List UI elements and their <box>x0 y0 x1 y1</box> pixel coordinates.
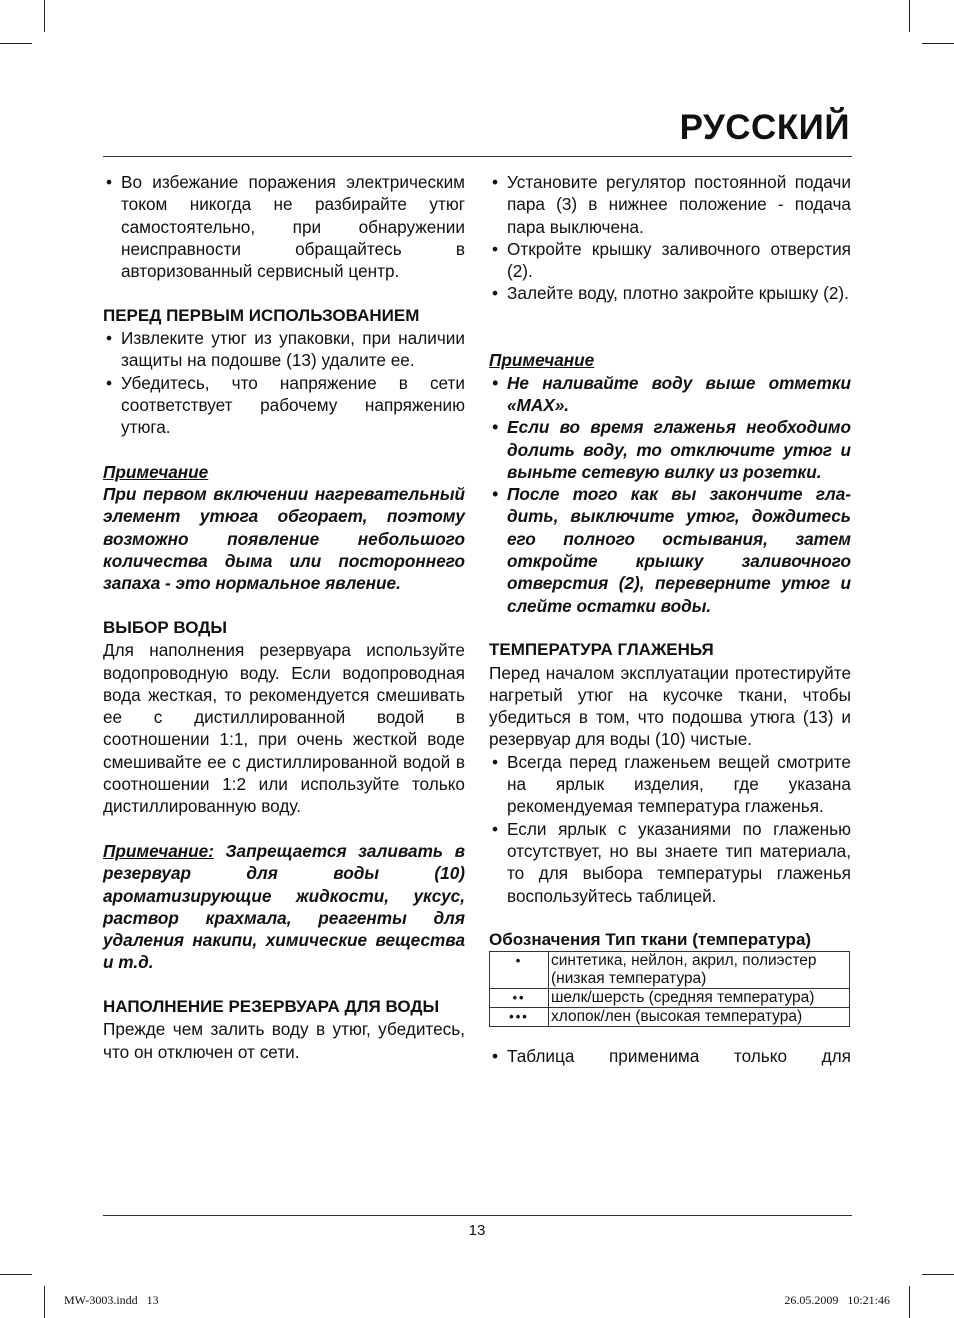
section-heading-ironing-temperature: ТЕМПЕРАТУРА ГЛАЖЕНЬЯ <box>489 640 714 660</box>
list-item: • Откройте крышку заливочного отверстия (2). <box>492 238 851 282</box>
crop-mark <box>909 0 910 32</box>
list-item-text: После того как вы закончите гладить, выключите утюг, дождитесь его полного остывания, затем откройте крышку заливочного отверстия (2), переверните утюг и слейте остатки воды. <box>507 484 851 616</box>
page-number: 13 <box>468 1222 486 1239</box>
footer-rule <box>103 1215 852 1216</box>
list-item-text: Если ярлык с указаниями по глаженью отсутствует, но вы знаете тип материала, то для выбора температуры глаженья воспользуйтесь таблицей. <box>507 818 851 906</box>
list-item: • Если ярлык с указаниями по глаженью отсутствует, но вы знаете тип материала, то для выбора температуры глаженья воспользуйтесь таблицей. <box>492 818 851 906</box>
list-item: • Таблица применима только для <box>492 1046 851 1067</box>
table-row <box>490 989 850 1008</box>
crop-mark <box>0 1274 32 1275</box>
paragraph-ironing-temperature: Перед началом эксплуатации протестируйте нагретый утюг на кусочке ткани, чтобы убедиться в том, что подошва утюга (13) и резервуар для воды (10) чистые. <box>489 662 851 750</box>
note-paragraph <box>103 840 465 974</box>
table-row <box>490 952 850 989</box>
list-item-text: Всегда перед глаженьем вещей смотрите на ярлык изделия, где указана рекомендуемая температура глаженья. <box>507 751 851 817</box>
list-item: • Если во время глаженья необходимо долить воду, то отключите утюг и выньте сетевую вилку из розетки. <box>492 417 851 482</box>
list-item: • Убедитесь, что напряжение в сети соответствует рабочему напряжению утюга. <box>106 372 465 438</box>
page-title: РУССКИЙ <box>679 108 850 147</box>
table-note-bullet-list <box>489 1045 851 1067</box>
list-item: • Всегда перед глаженьем вещей смотрите на ярлык изделия, где указана рекомендуемая температура глаженья. <box>492 751 851 817</box>
list-item-text: Установите регулятор постоянной подачи пара (3) в нижнее положение - подача пара выключена. <box>507 172 851 237</box>
list-item: • Во избежание поражения электрическим током никогда не разбирайте утюг самостоятельно, при обнаружении неисправности обращайтесь в авторизованный сервисный центр. <box>106 172 465 282</box>
temperature-symbol: •• <box>490 989 549 1008</box>
list-item-text: Если во время глаженья необходимо долить воду, то отключите утюг и выньте сетевую вилку из розетки. <box>507 417 851 482</box>
note-bullet-list <box>489 372 851 617</box>
crop-mark <box>922 43 954 44</box>
crop-mark <box>922 1274 954 1275</box>
section-heading-fill-reservoir: НАПОЛНЕНИЕ РЕЗЕРВУАРА ДЛЯ ВОДЫ <box>103 996 440 1016</box>
fabric-type: синтетика, нейлон, акрил, полиэстер (низкая температура) <box>549 952 850 989</box>
section-heading-first-use: ПЕРЕД ПЕРВЫМ ИСПОЛЬЗОВАНИЕМ <box>103 305 420 325</box>
temperature-symbol: • <box>490 952 549 989</box>
date-slug: 26.05.2009 10:21:46 <box>784 1293 890 1307</box>
list-item: • Залейте воду, плотно закройте крышку (2). <box>492 283 849 304</box>
header-rule <box>103 156 852 157</box>
list-item: • Не наливайте воду выше отметки «MAX». <box>492 372 851 415</box>
fabric-type: шелк/шерсть (средняя температура) <box>549 989 850 1008</box>
section-heading-water-choice: ВЫБОР ВОДЫ <box>103 617 228 637</box>
fabric-type: хлопок/лен (высокая температура) <box>549 1008 850 1027</box>
list-item-text: Залейте воду, плотно закройте крышку (2). <box>507 283 849 304</box>
note-label: Примечание <box>103 461 209 482</box>
list-item-text: Не наливайте воду выше отметки «MAX». <box>507 372 851 415</box>
fabric-temperature-table <box>489 951 850 1027</box>
note-label: Примечание <box>489 350 595 371</box>
left-column <box>103 171 465 1063</box>
list-item-text: Убедитесь, что напряжение в сети соответствует рабочему напряжению утюга. <box>121 372 465 438</box>
note-text: Запрещается заливать в резервуар для воды (10) ароматизирующие жидкости, уксус, раствор крахмала, реагенты для удаления накипи, химические вещества и т.д. <box>103 840 465 973</box>
temperature-bullet-list <box>489 751 851 907</box>
table-heading: Обозначения Тип ткани (температура) <box>489 930 812 950</box>
paragraph-fill-reservoir: Прежде чем залить воду в утюг, убедитесь, что он отключен от сети. <box>103 1019 465 1062</box>
file-slug: MW-3003.indd 13 <box>64 1293 159 1307</box>
temperature-symbol: ••• <box>490 1008 549 1027</box>
table-row <box>490 1008 850 1027</box>
crop-mark <box>909 1286 910 1318</box>
fill-steps-bullet-list <box>489 171 851 305</box>
note-text: При первом включении нагревательный элемент утюга обгорает, поэтому возможно появление небольшого количества дыма или постороннего запаха - это нормальное явление. <box>103 484 465 594</box>
list-item-text: Откройте крышку заливочного отверстия (2). <box>507 238 851 282</box>
paragraph-water-choice: Для наполнения резервуара используйте водопроводную воду. Если водопроводная вода жесткая, то рекомендуется смешивать ее с дистиллированной водой в соотношении 1:1, при очень жесткой воде смешивайте ее с дистиллированной водой в соотношении 1:2 или используйте только дистиллированную воду. <box>103 640 465 817</box>
list-item: • После того как вы закончите гладить, выключите утюг, дождитесь его полного остывания, затем откройте крышку заливочного отверстия (2), переверните утюг и слейте остатки воды. <box>492 484 851 616</box>
crop-mark <box>44 1286 45 1318</box>
note-label: Примечание: <box>103 840 214 861</box>
crop-mark <box>44 0 45 32</box>
list-item: • Извлеките утюг из упаковки, при наличии защиты на подошве (13) удалите ее. <box>106 328 465 371</box>
crop-mark <box>0 43 32 44</box>
list-item: • Установите регулятор постоянной подачи пара (3) в нижнее положение - подача пара выключена. <box>492 172 851 237</box>
list-item-text: Извлеките утюг из упаковки, при наличии защиты на подошве (13) удалите ее. <box>121 328 465 371</box>
list-item-text: Таблица применима только для <box>507 1046 851 1067</box>
first-use-bullet-list <box>103 327 465 438</box>
right-column <box>489 171 851 1068</box>
list-item-text: Во избежание поражения электрическим током никогда не разбирайте утюг самостоятельно, при обнаружении неисправности обращайтесь в авторизованный сервисный центр. <box>121 172 465 282</box>
intro-bullet-list <box>103 171 465 282</box>
